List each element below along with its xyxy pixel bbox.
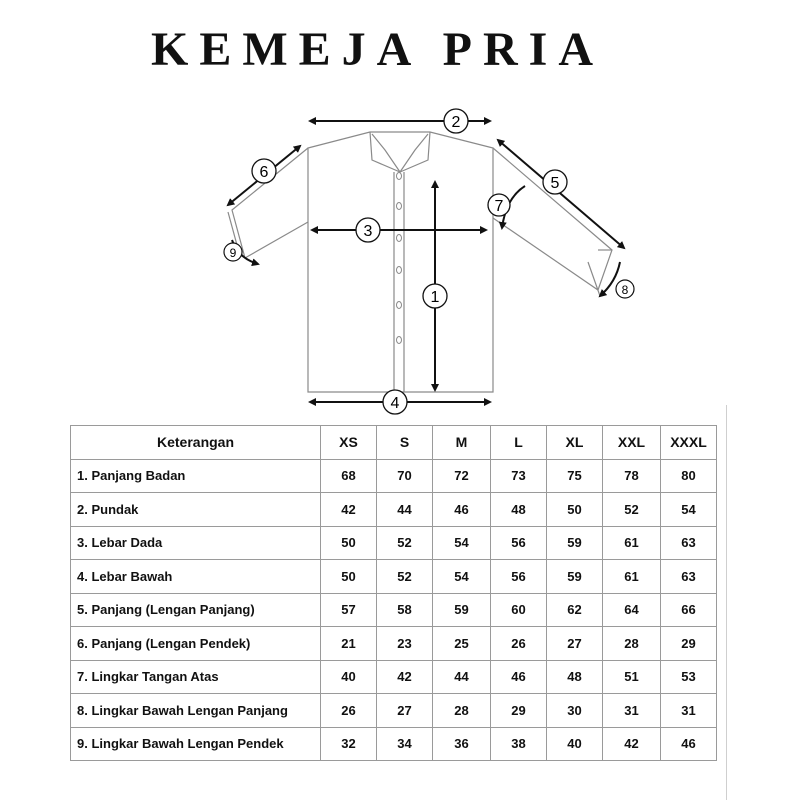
header-cell: XL [547, 426, 603, 460]
size-value-cell: 50 [321, 526, 377, 560]
size-value-cell: 52 [603, 493, 661, 527]
size-value-cell: 48 [491, 493, 547, 527]
size-value-cell: 42 [603, 727, 661, 761]
size-value-cell: 64 [603, 593, 661, 627]
size-value-cell: 28 [433, 694, 491, 728]
size-value-cell: 63 [661, 560, 717, 594]
svg-text:1: 1 [430, 289, 440, 306]
size-value-cell: 70 [377, 459, 433, 493]
size-value-cell: 30 [547, 694, 603, 728]
svg-text:7: 7 [494, 198, 504, 215]
table-row [71, 694, 717, 728]
size-value-cell: 46 [433, 493, 491, 527]
size-value-cell: 40 [321, 660, 377, 694]
row-label: 6. Panjang (Lengan Pendek) [71, 627, 321, 661]
size-value-cell: 72 [433, 459, 491, 493]
row-label: 7. Lingkar Tangan Atas [71, 660, 321, 694]
size-value-cell: 28 [603, 627, 661, 661]
row-label: 4. Lebar Bawah [71, 560, 321, 594]
marker-4 [383, 390, 407, 414]
marker-1 [423, 284, 447, 308]
row-label: 5. Panjang (Lengan Panjang) [71, 593, 321, 627]
svg-text:5: 5 [550, 175, 560, 192]
size-value-cell: 31 [603, 694, 661, 728]
size-table [70, 425, 717, 761]
table-row [71, 627, 717, 661]
size-value-cell: 50 [321, 560, 377, 594]
header-cell: XXL [603, 426, 661, 460]
table-row [71, 526, 717, 560]
table-body [71, 459, 717, 761]
size-value-cell: 21 [321, 627, 377, 661]
size-value-cell: 68 [321, 459, 377, 493]
size-value-cell: 58 [377, 593, 433, 627]
svg-text:3: 3 [363, 223, 373, 240]
size-value-cell: 51 [603, 660, 661, 694]
header-cell: L [491, 426, 547, 460]
row-label: 1. Panjang Badan [71, 459, 321, 493]
size-value-cell: 60 [491, 593, 547, 627]
marker-3 [356, 218, 380, 242]
size-value-cell: 31 [661, 694, 717, 728]
header-cell: Keterangan [71, 426, 321, 460]
size-value-cell: 40 [547, 727, 603, 761]
divider-line [726, 405, 727, 800]
size-value-cell: 44 [433, 660, 491, 694]
size-value-cell: 29 [491, 694, 547, 728]
table-row [71, 560, 717, 594]
table-header-row [71, 426, 717, 460]
row-label: 9. Lingkar Bawah Lengan Pendek [71, 727, 321, 761]
marker-8 [616, 280, 634, 298]
row-label: 3. Lebar Dada [71, 526, 321, 560]
size-value-cell: 42 [321, 493, 377, 527]
table-row [71, 593, 717, 627]
size-value-cell: 36 [433, 727, 491, 761]
size-value-cell: 52 [377, 560, 433, 594]
svg-text:9: 9 [229, 246, 237, 260]
svg-text:6: 6 [259, 164, 269, 181]
header-cell: S [377, 426, 433, 460]
marker-9 [224, 243, 242, 261]
header-cell: XXXL [661, 426, 717, 460]
size-value-cell: 50 [547, 493, 603, 527]
page-title: KEMEJA PRIA [150, 23, 604, 76]
row-label: 8. Lingkar Bawah Lengan Panjang [71, 694, 321, 728]
marker-2 [444, 109, 468, 133]
svg-text:2: 2 [451, 114, 461, 131]
size-value-cell: 23 [377, 627, 433, 661]
table-row [71, 660, 717, 694]
size-value-cell: 59 [547, 526, 603, 560]
size-value-cell: 38 [491, 727, 547, 761]
size-value-cell: 27 [377, 694, 433, 728]
svg-text:8: 8 [621, 283, 629, 297]
header-cell: M [433, 426, 491, 460]
size-value-cell: 53 [661, 660, 717, 694]
size-value-cell: 80 [661, 459, 717, 493]
size-value-cell: 61 [603, 560, 661, 594]
marker-5 [543, 170, 567, 194]
size-value-cell: 27 [547, 627, 603, 661]
size-value-cell: 46 [491, 660, 547, 694]
size-value-cell: 73 [491, 459, 547, 493]
size-value-cell: 54 [661, 493, 717, 527]
marker-7 [488, 194, 510, 216]
marker-6 [252, 159, 276, 183]
row-label: 2. Pundak [71, 493, 321, 527]
svg-text:4: 4 [390, 395, 400, 412]
size-value-cell: 26 [321, 694, 377, 728]
size-value-cell: 54 [433, 560, 491, 594]
size-value-cell: 42 [377, 660, 433, 694]
size-value-cell: 34 [377, 727, 433, 761]
size-value-cell: 59 [433, 593, 491, 627]
size-value-cell: 56 [491, 526, 547, 560]
header-cell: XS [321, 426, 377, 460]
size-value-cell: 52 [377, 526, 433, 560]
size-value-cell: 48 [547, 660, 603, 694]
size-value-cell: 25 [433, 627, 491, 661]
table-row [71, 459, 717, 493]
size-value-cell: 57 [321, 593, 377, 627]
size-value-cell: 63 [661, 526, 717, 560]
size-value-cell: 66 [661, 593, 717, 627]
size-value-cell: 78 [603, 459, 661, 493]
size-value-cell: 29 [661, 627, 717, 661]
size-value-cell: 54 [433, 526, 491, 560]
size-value-cell: 59 [547, 560, 603, 594]
size-value-cell: 56 [491, 560, 547, 594]
size-value-cell: 44 [377, 493, 433, 527]
table-row [71, 727, 717, 761]
size-value-cell: 75 [547, 459, 603, 493]
table-row [71, 493, 717, 527]
size-value-cell: 46 [661, 727, 717, 761]
size-value-cell: 62 [547, 593, 603, 627]
size-value-cell: 26 [491, 627, 547, 661]
size-value-cell: 32 [321, 727, 377, 761]
size-value-cell: 61 [603, 526, 661, 560]
